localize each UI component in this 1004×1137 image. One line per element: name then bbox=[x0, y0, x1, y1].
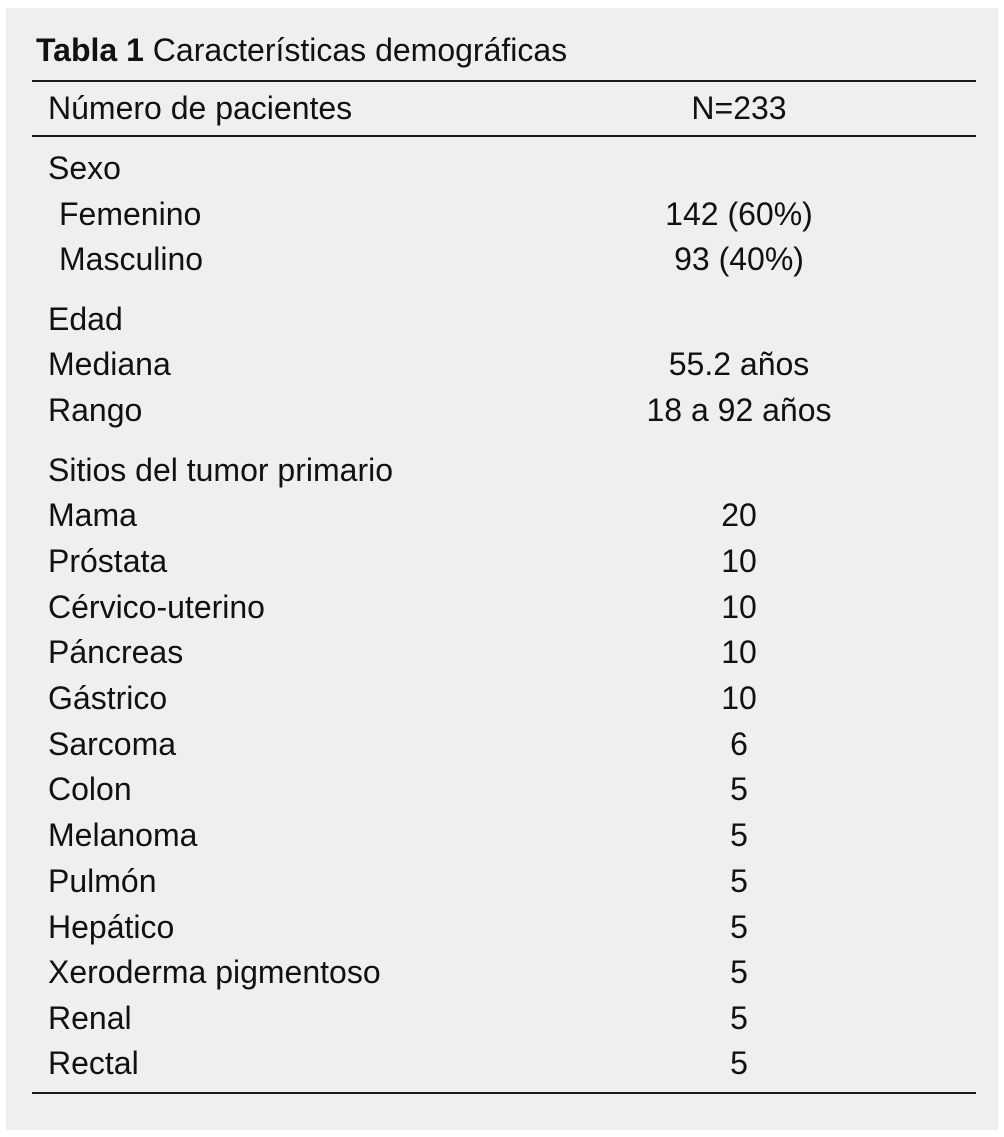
row-label: Sarcoma bbox=[48, 726, 177, 762]
table-row bbox=[6, 192, 998, 236]
row-value: 5 bbox=[730, 1000, 748, 1036]
table-row bbox=[6, 905, 998, 949]
table-row bbox=[6, 996, 998, 1040]
row-label: Rectal bbox=[48, 1045, 139, 1081]
row-value: 5 bbox=[730, 1045, 748, 1081]
table-caption bbox=[36, 30, 567, 70]
row-label: Páncreas bbox=[48, 634, 184, 670]
row-label: Pulmón bbox=[48, 863, 157, 899]
row-value: 6 bbox=[730, 726, 748, 762]
header-value: N=233 bbox=[691, 90, 787, 126]
section-title-row bbox=[6, 297, 998, 341]
row-value: 10 bbox=[721, 634, 757, 670]
section-title: Sexo bbox=[48, 150, 121, 186]
header-label: Número de pacientes bbox=[48, 90, 353, 126]
row-label: Mama bbox=[48, 497, 137, 533]
section-title-row bbox=[6, 146, 998, 190]
table-row bbox=[6, 342, 998, 386]
table-row bbox=[6, 388, 998, 432]
row-value: 5 bbox=[730, 817, 748, 853]
row-value: 18 a 92 años bbox=[646, 392, 832, 428]
table-row bbox=[6, 630, 998, 674]
row-label: Colon bbox=[48, 771, 132, 807]
row-value: 142 (60%) bbox=[665, 196, 813, 232]
table-row bbox=[6, 767, 998, 811]
row-label: Próstata bbox=[48, 543, 168, 579]
table-row bbox=[6, 539, 998, 583]
row-label: Xeroderma pigmentoso bbox=[48, 954, 381, 990]
row-label: Rango bbox=[48, 392, 143, 428]
bottom-rule bbox=[32, 1092, 976, 1094]
row-value: 93 (40%) bbox=[674, 241, 804, 277]
table-number: Tabla 1 bbox=[36, 32, 144, 68]
top-rule bbox=[32, 80, 976, 82]
row-value: 10 bbox=[721, 680, 757, 716]
section-title: Sitios del tumor primario bbox=[48, 452, 393, 488]
row-value: 5 bbox=[730, 771, 748, 807]
row-value: 5 bbox=[730, 954, 748, 990]
row-label: Cérvico-uterino bbox=[48, 589, 265, 625]
row-label: Masculino bbox=[59, 241, 204, 277]
row-value: 5 bbox=[730, 909, 748, 945]
row-value: 20 bbox=[721, 497, 757, 533]
row-value: 55.2 años bbox=[668, 346, 810, 382]
table-row bbox=[6, 585, 998, 629]
row-value: 5 bbox=[730, 863, 748, 899]
table-row bbox=[6, 859, 998, 903]
table-row bbox=[6, 493, 998, 537]
table-row bbox=[6, 1041, 998, 1085]
demographics-table bbox=[6, 8, 998, 1130]
row-label: Renal bbox=[48, 1000, 132, 1036]
section-title-row bbox=[6, 448, 998, 492]
table-row bbox=[6, 676, 998, 720]
row-label: Melanoma bbox=[48, 817, 198, 853]
section-title: Edad bbox=[48, 301, 123, 337]
row-label: Femenino bbox=[59, 196, 202, 232]
header-row bbox=[6, 86, 998, 130]
row-label: Hepático bbox=[48, 909, 175, 945]
table-row bbox=[6, 237, 998, 281]
row-label: Mediana bbox=[48, 346, 171, 382]
table-row bbox=[6, 722, 998, 766]
table-row bbox=[6, 950, 998, 994]
table-title: Características demográficas bbox=[152, 32, 568, 68]
table-row bbox=[6, 813, 998, 857]
row-value: 10 bbox=[721, 543, 757, 579]
header-rule bbox=[32, 135, 976, 137]
row-value: 10 bbox=[721, 589, 757, 625]
row-label: Gástrico bbox=[48, 680, 168, 716]
